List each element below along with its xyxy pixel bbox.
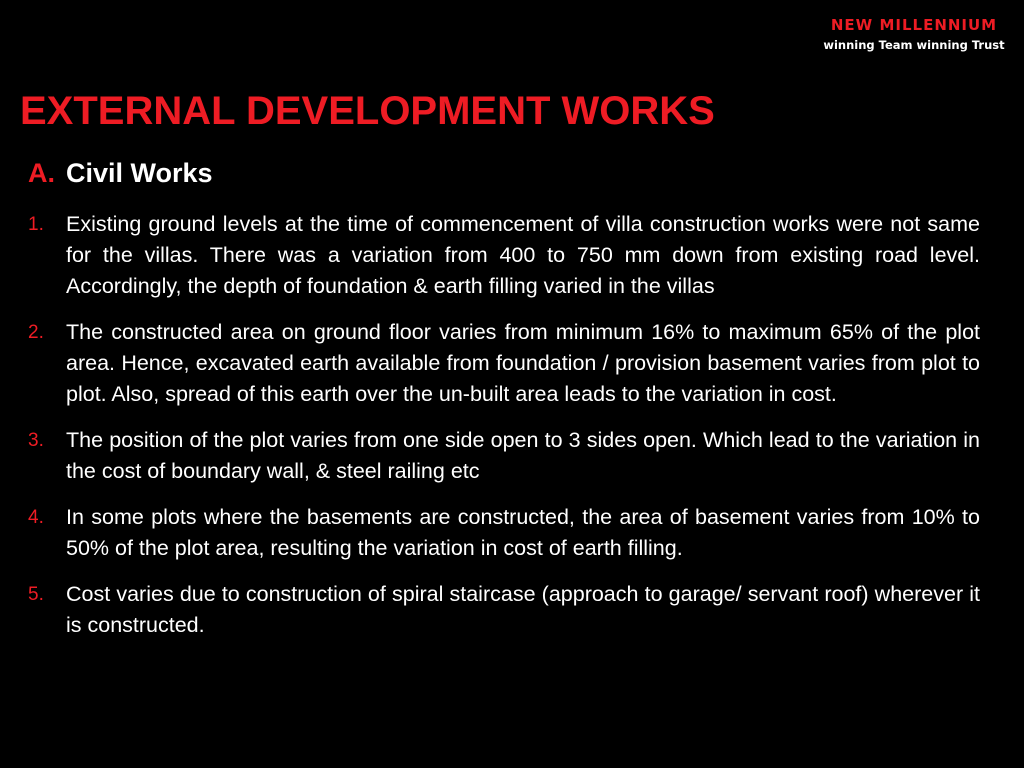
section-title: Civil Works: [66, 158, 213, 188]
logo-brand-name: NEW MILLENNIUM: [830, 16, 998, 34]
company-logo: [814, 14, 1014, 54]
list-item-text: The constructed area on ground floor varies from minimum 16% to maximum 65% of the plot area. Hence, excavated earth available from foundation / provision basement varies from plot to plot. Also, spread of this earth over the un-built area leads to the variation in cost.: [66, 320, 980, 406]
list-item: [28, 502, 980, 564]
list-item-number: 1.: [28, 214, 44, 235]
slide-title: EXTERNAL DEVELOPMENT WORKS: [20, 89, 715, 133]
list-item-number: 2.: [28, 322, 44, 343]
section-heading: [28, 155, 213, 191]
logo-tagline: winning Team winning Trust: [823, 38, 1005, 52]
list-item-text: Cost varies due to construction of spiral staircase (approach to garage/ servant roof) wherever it is constructed.: [66, 582, 980, 637]
section-letter: A.: [28, 158, 55, 188]
list-item-text: Existing ground levels at the time of commencement of villa construction works were not same for the villas. There was a variation from 400 to 750 mm down from existing road level. Accordingly, the depth of foundation & earth filling varied in the villas: [66, 212, 980, 298]
list-item-number: 5.: [28, 584, 44, 605]
list-item-number: 4.: [28, 507, 44, 528]
civil-works-list: [28, 209, 980, 656]
list-item: [28, 425, 980, 487]
list-item-number: 3.: [28, 430, 44, 451]
list-item-text: The position of the plot varies from one side open to 3 sides open. Which lead to the variation in the cost of boundary wall, & steel railing etc: [66, 428, 980, 483]
list-item: [28, 579, 980, 641]
list-item-text: In some plots where the basements are constructed, the area of basement varies from 10% to 50% of the plot area, resulting the variation in cost of earth filling.: [66, 505, 980, 560]
list-item: [28, 209, 980, 302]
list-item: [28, 317, 980, 410]
